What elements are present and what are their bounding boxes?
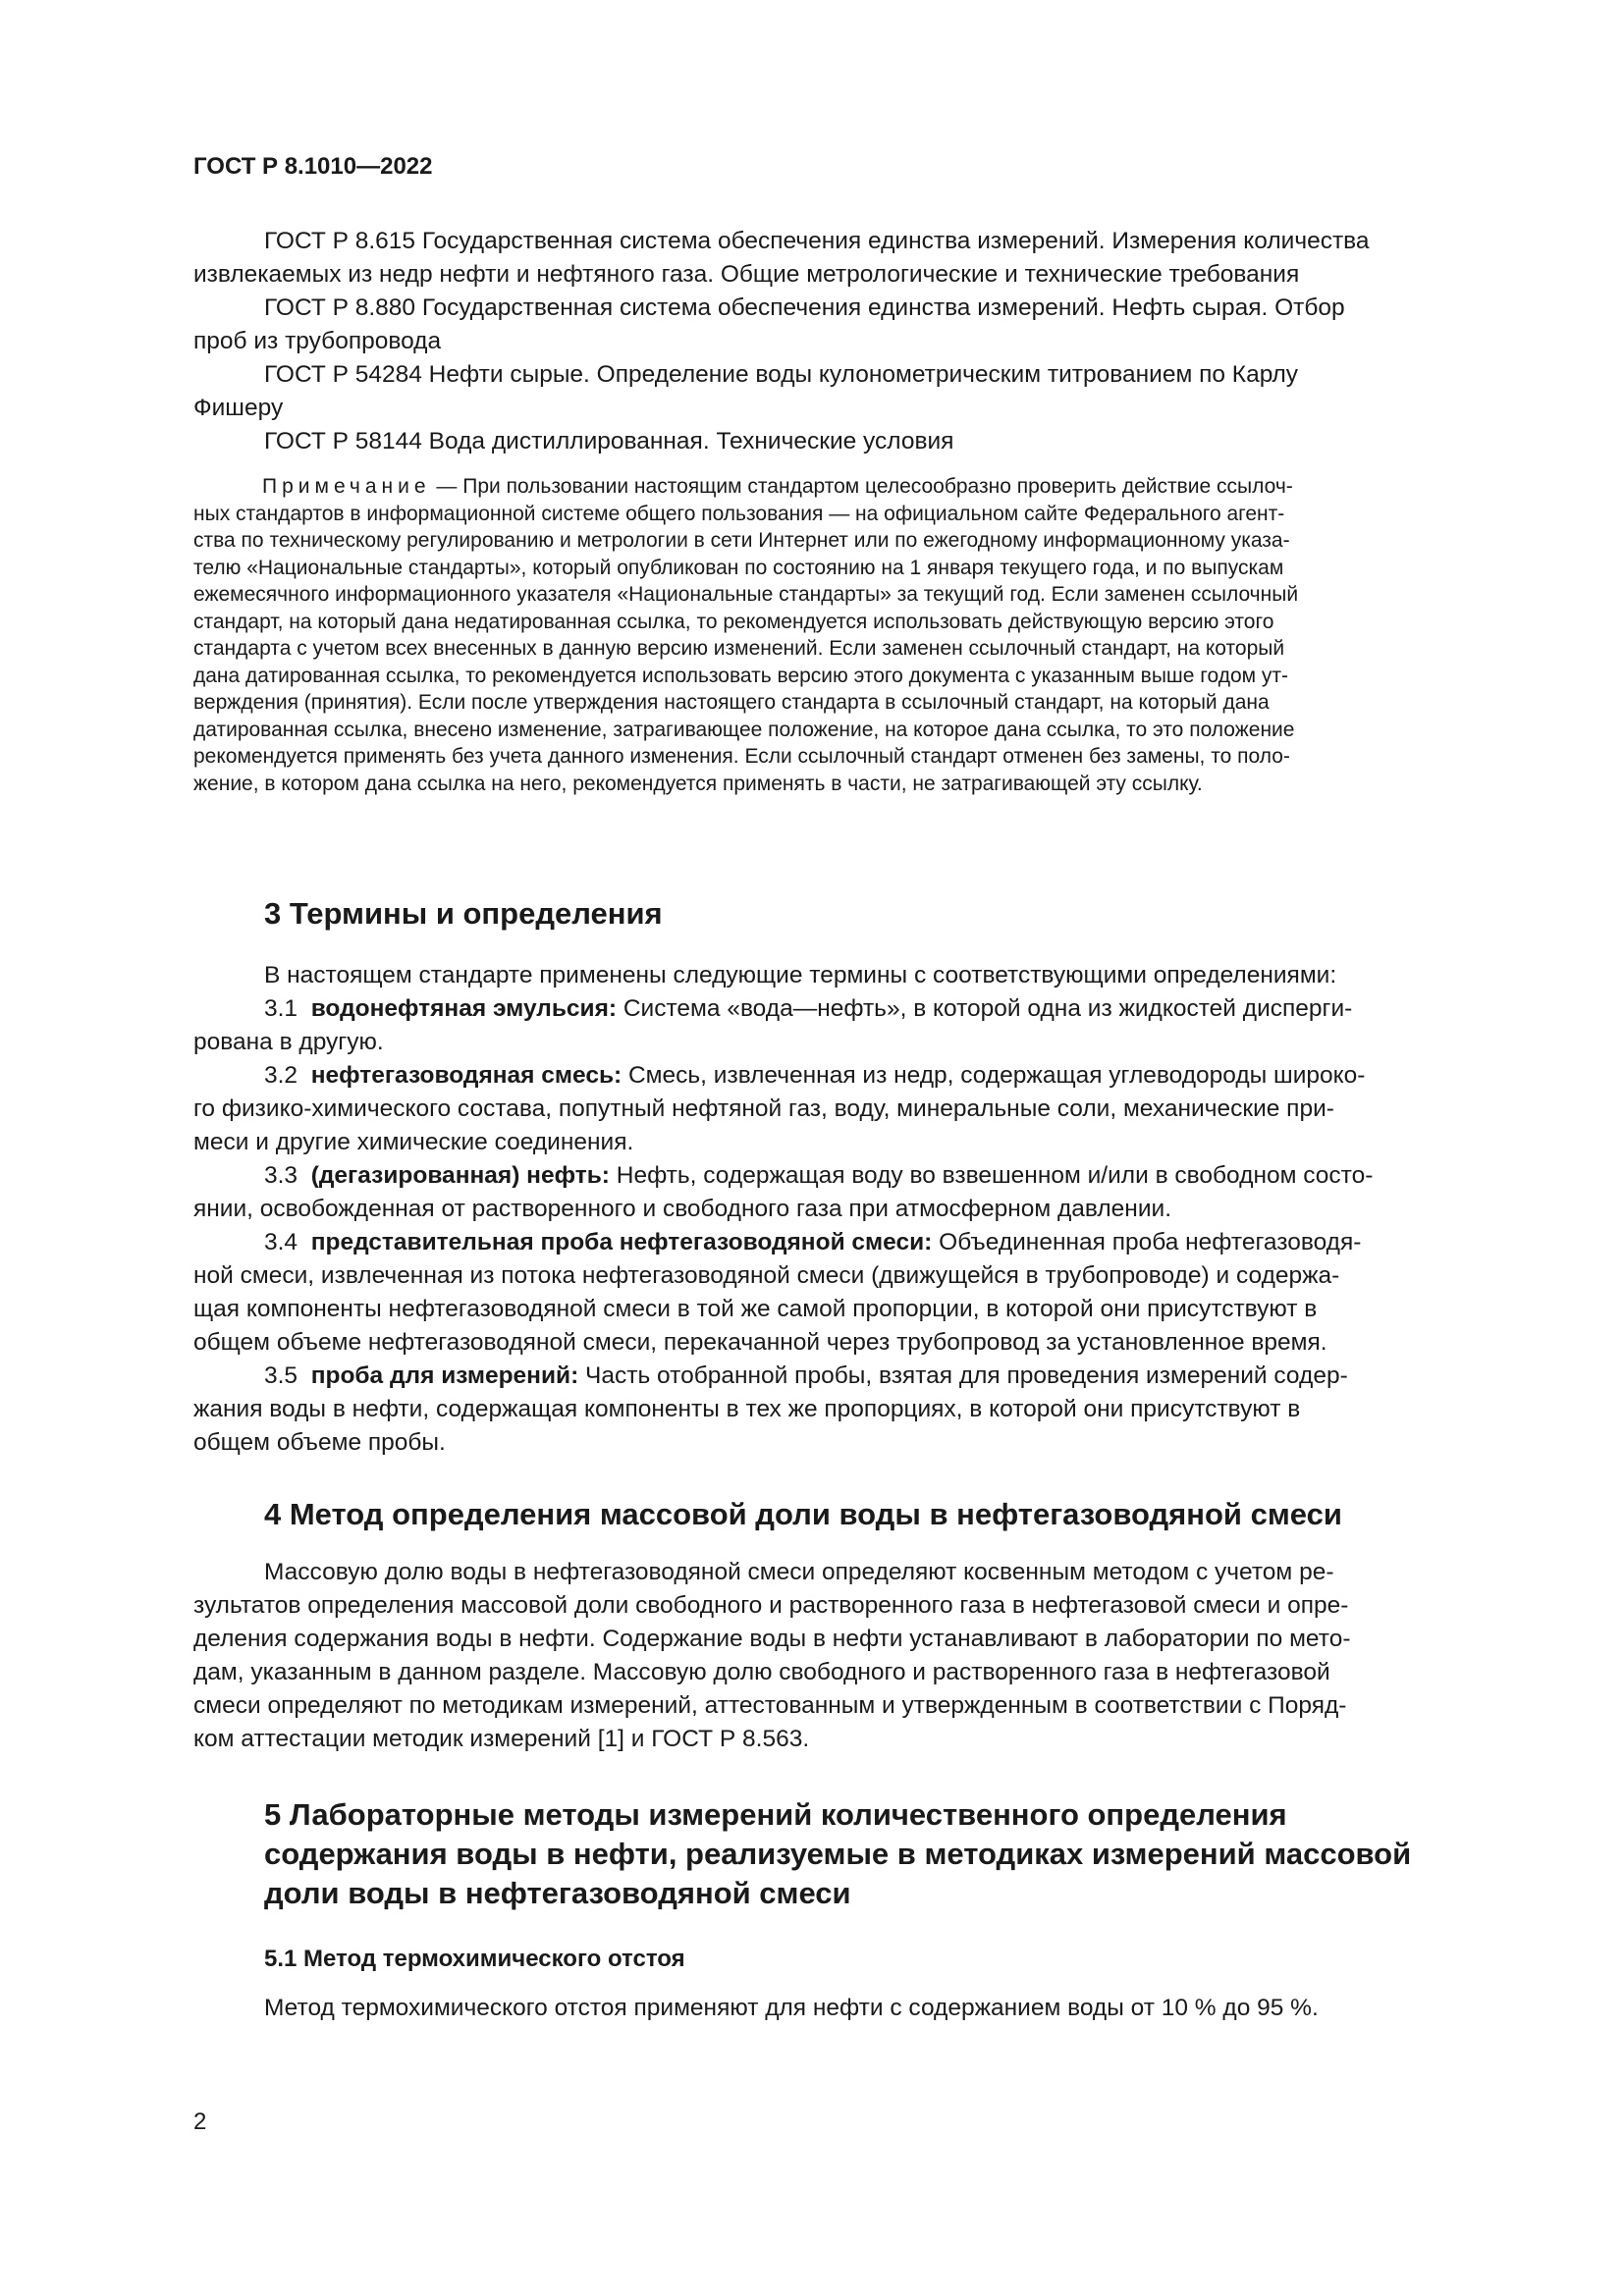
- section-3-title: 3 Термины и определения: [264, 896, 663, 931]
- section-4-title: 4 Метод определения массовой доли воды в нефтегазоводяной смеси: [264, 1497, 1342, 1531]
- term-number: 3.5: [264, 1362, 298, 1389]
- note-label: Примечание: [262, 475, 431, 498]
- section-4: [193, 1495, 1514, 1756]
- term-item: [193, 1059, 1514, 1159]
- page-number: 2: [193, 2109, 207, 2135]
- term-item: [193, 992, 1514, 1059]
- note-text: — При пользовании настоящим стандартом целесообразно проверить действие ссылоч- ных стандартов в информационной системе общего пользования — на официальном сайте Федерального агент- ства по техническому регулированию и метрологии в сети Интернет или по ежегодному информационному указа- телю «Национальные стандарты», который опубликован по состоянию на 1 января текущего года, и по выпускам ежемесячного информационного указателя «Национальные стандарты» за текущий год. Если заменен ссылочный стандарт, на который дана недатированная ссылка, то рекомендуется использовать действующую версию этого стандарта с учетом всех внесенных в данную версию изменений. Если заменен ссылочный стандарт, на который дана датированная ссылка, то рекомендуется использовать версию этого документа с указанным выше годом ут- верждения (принятия). Если после утверждения настоящего стандарта в ссылочный стандарт, на который дана датированная ссылка, внесено изменение, затрагивающее положение, на которое дана ссылка, то это положение рекомендуется применять без учета данного изменения. Если ссылочный стандарт отменен без замены, то поло- жение, в котором дана ссылка на него, рекомендуется применять в части, не затрагивающей эту ссылку.: [193, 475, 1299, 795]
- term-name: нефтегазоводяная смесь:: [310, 1062, 623, 1089]
- reference-note: [193, 473, 1514, 797]
- reference-item: ГОСТ Р 58144 Вода дистиллированная. Технические условия: [264, 428, 954, 454]
- references-list: [193, 225, 1514, 458]
- document-header-id: ГОСТ Р 8.1010—2022: [193, 153, 433, 180]
- term-name: проба для измерений:: [310, 1362, 579, 1389]
- section-3-intro: В настоящем стандарте применены следующие термины с соответствующими определениями:: [264, 962, 1337, 988]
- term-item: [193, 1159, 1514, 1226]
- term-definition: Смесь, извлеченная из недр, содержащая углеводороды широко- го физико-химического состава, попутный нефтяной газ, воду, минеральные соли, механические при- меси и другие химические соединения.: [193, 1062, 1366, 1155]
- term-number: 3.3: [264, 1162, 298, 1189]
- term-number: 3.2: [264, 1062, 298, 1089]
- reference-item: ГОСТ Р 8.615 Государственная система обеспечения единства измерений. Измерения количества извлекаемых из недр нефти и нефтяного газа. Общие метрологические и технические требования: [193, 228, 1370, 288]
- term-definition: Объединенная проба нефтегазоводя- ной смеси, извлеченная из потока нефтегазоводяной смеси (движущейся в трубопроводе) и содержа- щая компоненты нефтегазоводяной смеси в той же самой пропорции, в которой они присутствуют в общем объеме нефтегазоводяной смеси, перекачанной через трубопровод за установленное время.: [193, 1229, 1362, 1356]
- note-paragraph: [193, 473, 1514, 797]
- section-5-title: 5 Лабораторные методы измерений количественного определения содержания воды в нефти, реализуемые в методиках измерений массовой доли воды в нефтегазоводяной смеси: [264, 1797, 1412, 1910]
- term-definition: Система «вода—нефть», в которой одна из жидкостей дисперги- рована в другую.: [193, 995, 1353, 1055]
- term-item: [193, 1226, 1514, 1360]
- subsection-5-1-title: 5.1 Метод термохимического отстоя: [264, 1946, 685, 1972]
- section-5: [193, 1795, 1514, 2025]
- reference-item: ГОСТ Р 8.880 Государственная система обеспечения единства измерений. Нефть сырая. Отбор проб из трубопровода: [193, 294, 1345, 354]
- term-item: [193, 1360, 1514, 1460]
- reference-item: ГОСТ Р 54284 Нефти сырые. Определение воды кулонометрическим титрованием по Карлу Фишеру: [193, 361, 1299, 421]
- term-name: водонефтяная эмульсия:: [310, 995, 618, 1022]
- term-name: представительная проба нефтегазоводяной смеси:: [310, 1229, 933, 1255]
- subsection-5-1-text: Метод термохимического отстоя применяют для нефти с содержанием воды от 10 % до 95 %.: [264, 1995, 1319, 2021]
- term-name: (дегазированная) нефть:: [310, 1162, 610, 1189]
- section-4-text: Массовую долю воды в нефтегазоводяной смеси определяют косвенным методом с учетом ре- зультатов определения массовой доли свободного и растворенного газа в нефтегазовой смеси и опре- деления содержания воды в нефти. Содержание воды в нефти устанавливают в лаборатории по мето- дам, указанным в данном разделе. Массовую долю свободного и растворенного газа в нефтегазовой смеси определяют по методикам измерений, аттестованным и утвержденным в соответствии с Поряд- ком аттестации методик измерений [1] и ГОСТ Р 8.563.: [193, 1559, 1351, 1752]
- term-number: 3.1: [264, 995, 298, 1022]
- section-3: [193, 894, 1514, 1460]
- term-definition: Нефть, содержащая воду во взвешенном и/или в свободном состо- янии, освобожденная от растворенного и свободного газа при атмосферном давлении.: [193, 1162, 1374, 1222]
- term-number: 3.4: [264, 1229, 298, 1255]
- term-definition: Часть отобранной пробы, взятая для проведения измерений содер- жания воды в нефти, содержащая компоненты в тех же пропорциях, в которой они присутствуют в общем объеме пробы.: [193, 1362, 1348, 1456]
